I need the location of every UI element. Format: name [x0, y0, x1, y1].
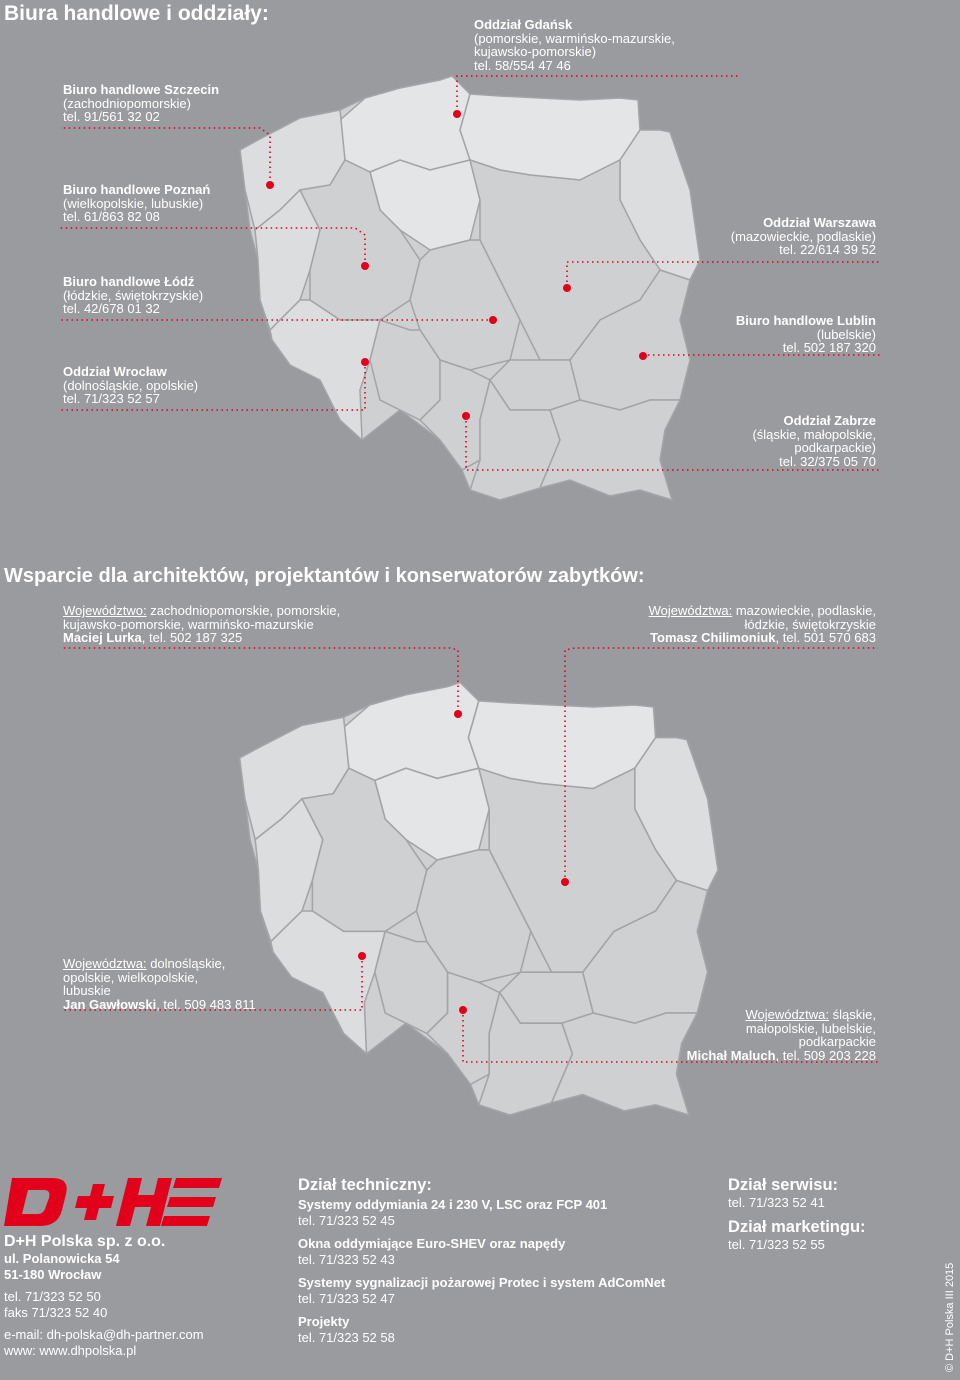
copyright: © D+H Polska III 2015 [944, 1262, 956, 1372]
company-street: ul. Polanowicka 54 [4, 1251, 120, 1266]
office-gdansk-name: Oddział Gdańsk [474, 17, 573, 32]
tech-department [298, 1176, 718, 1346]
office-lodz-regions: (łódzkie, świętokrzyskie) [63, 287, 204, 303]
support-chilimoniuk-regions-2: łódzkie, świętokrzyskie [744, 616, 876, 632]
office-zabrze-regions: (śląskie, małopolskie, [752, 426, 876, 442]
office-lodz-tel: tel. 42/678 01 32 [63, 301, 160, 316]
office-gdansk [474, 18, 675, 72]
support-maluch-tel: , tel. 509 203 228 [775, 1047, 876, 1063]
support-lurka-person: Maciej Lurka [63, 630, 142, 645]
company-name: D+H Polska sp. z o.o. [4, 1233, 166, 1250]
support-lurka-tel: , tel. 502 187 325 [141, 630, 243, 645]
company-tel: tel. 71/323 52 50 [4, 1289, 101, 1304]
support-chilimoniuk-person: Tomasz Chilimoniuk [650, 630, 776, 645]
support-maluch-regions: śląskie, [829, 1007, 876, 1022]
office-szczecin [63, 83, 219, 124]
office-warszawa-regions: (mazowieckie, podlaskie) [730, 228, 876, 244]
support-gawlowski [63, 957, 256, 1011]
marketing-tel: tel. 71/323 52 55 [728, 1237, 825, 1252]
office-lublin-tel: tel. 502 187 320 [782, 340, 876, 355]
support-chilimoniuk-label: Województwa: [648, 603, 733, 618]
support-gawlowski-person: Jan Gawłowski [63, 996, 157, 1012]
support-gawlowski-regions-3: lubuskie [63, 983, 111, 998]
support-lurka-regions-2: kujawsko-pomorskie, warmińsko-mazurskie [63, 616, 314, 632]
office-wroclaw [63, 365, 198, 406]
office-warszawa [731, 216, 876, 257]
dh-logo [4, 1176, 222, 1228]
office-wroclaw-name: Oddział Wrocław [63, 364, 167, 379]
tech-item-name: Okna oddymiające Euro-SHEV oraz napędy [298, 1236, 566, 1251]
support-gawlowski-regions: dolnośląskie, [146, 956, 226, 971]
marketing-title: Dział marketingu: [728, 1218, 866, 1236]
support-gawlowski-regions-2: opolskie, wielkopolskie, [63, 969, 199, 985]
support-chilimoniuk [649, 604, 876, 645]
office-poznan-regions: (wielkopolskie, lubuskie) [63, 195, 204, 211]
support-gawlowski-label: Województwa: [63, 956, 147, 971]
office-lublin [736, 314, 876, 355]
office-zabrze-regions-2: podkarpackie) [794, 440, 876, 455]
support-chilimoniuk-regions: mazowieckie, podlaskie, [732, 603, 876, 618]
section2-title: Wsparcie dla architektów, projektantów i konserwatorów zabytków: [4, 565, 645, 587]
office-poznan-name: Biuro handlowe Poznań [63, 182, 211, 197]
support-chilimoniuk-tel: , tel. 501 570 683 [775, 630, 876, 645]
office-szczecin-name: Biuro handlowe Szczecin [63, 82, 220, 97]
company-fax: faks 71/323 52 40 [4, 1305, 108, 1320]
office-lodz [63, 275, 203, 316]
support-maluch-regions-3: podkarpackie [798, 1034, 876, 1049]
support-lurka-regions: zachodniopomorskie, pomorskie, [146, 603, 341, 618]
company-info [4, 1233, 274, 1359]
company-www[interactable]: www: www.dhpolska.pl [4, 1343, 137, 1358]
tech-item-name: Projekty [298, 1314, 350, 1329]
tech-item-tel: tel. 71/323 52 43 [298, 1252, 395, 1267]
office-gdansk-regions-2: kujawsko-pomorskie) [474, 44, 597, 59]
support-maluch [687, 1008, 876, 1062]
tech-item-name: Systemy sygnalizacji pożarowej Protec i system AdComNet [298, 1275, 666, 1290]
office-warszawa-tel: tel. 22/614 39 52 [779, 242, 876, 257]
office-lodz-name: Biuro handlowe Łódź [63, 274, 195, 289]
support-gawlowski-tel: , tel. 509 483 811 [156, 996, 256, 1012]
tech-item-tel: tel. 71/323 52 58 [298, 1330, 395, 1345]
office-poznan-tel: tel. 61/863 82 08 [63, 209, 160, 224]
office-lublin-name: Biuro handlowe Lublin [735, 313, 876, 328]
office-wroclaw-regions: (dolnośląskie, opolskie) [63, 377, 199, 393]
office-szczecin-tel: tel. 91/561 32 02 [63, 109, 160, 124]
office-szczecin-regions: (zachodniopomorskie) [63, 95, 191, 111]
service-title: Dział serwisu: [728, 1176, 839, 1194]
support-maluch-regions-2: małopolskie, lubelskie, [745, 1020, 876, 1036]
tech-item-tel: tel. 71/323 52 45 [298, 1213, 395, 1228]
support-maluch-label: Województwa: [745, 1007, 830, 1022]
service-department [728, 1176, 918, 1253]
support-maluch-person: Michał Maluch [686, 1047, 776, 1063]
office-zabrze-name: Oddział Zabrze [783, 413, 876, 428]
tech-item-tel: tel. 71/323 52 47 [298, 1291, 395, 1306]
office-poznan [63, 183, 210, 224]
office-wroclaw-tel: tel. 71/323 52 57 [63, 391, 160, 406]
office-warszawa-name: Oddział Warszawa [763, 215, 876, 230]
office-lublin-regions: (lubelskie) [816, 326, 876, 342]
company-email[interactable]: e-mail: dh-polska@dh-partner.com [4, 1327, 204, 1342]
section1-title: Biura handlowe i oddziały: [4, 2, 269, 25]
tech-item-name: Systemy oddymiania 24 i 230 V, LSC oraz FCP 401 [298, 1197, 608, 1212]
tech-title: Dział techniczny: [298, 1176, 432, 1194]
office-zabrze-tel: tel. 32/375 05 70 [779, 453, 876, 469]
office-gdansk-regions: (pomorskie, warmińsko-mazurskie, [474, 30, 675, 46]
office-gdansk-tel: tel. 58/554 47 46 [474, 57, 571, 73]
service-tel: tel. 71/323 52 41 [728, 1195, 825, 1210]
support-lurka-label: Województwo: [63, 603, 147, 618]
company-city: 51-180 Wrocław [4, 1267, 102, 1282]
office-zabrze [752, 414, 876, 468]
support-lurka [63, 604, 340, 645]
